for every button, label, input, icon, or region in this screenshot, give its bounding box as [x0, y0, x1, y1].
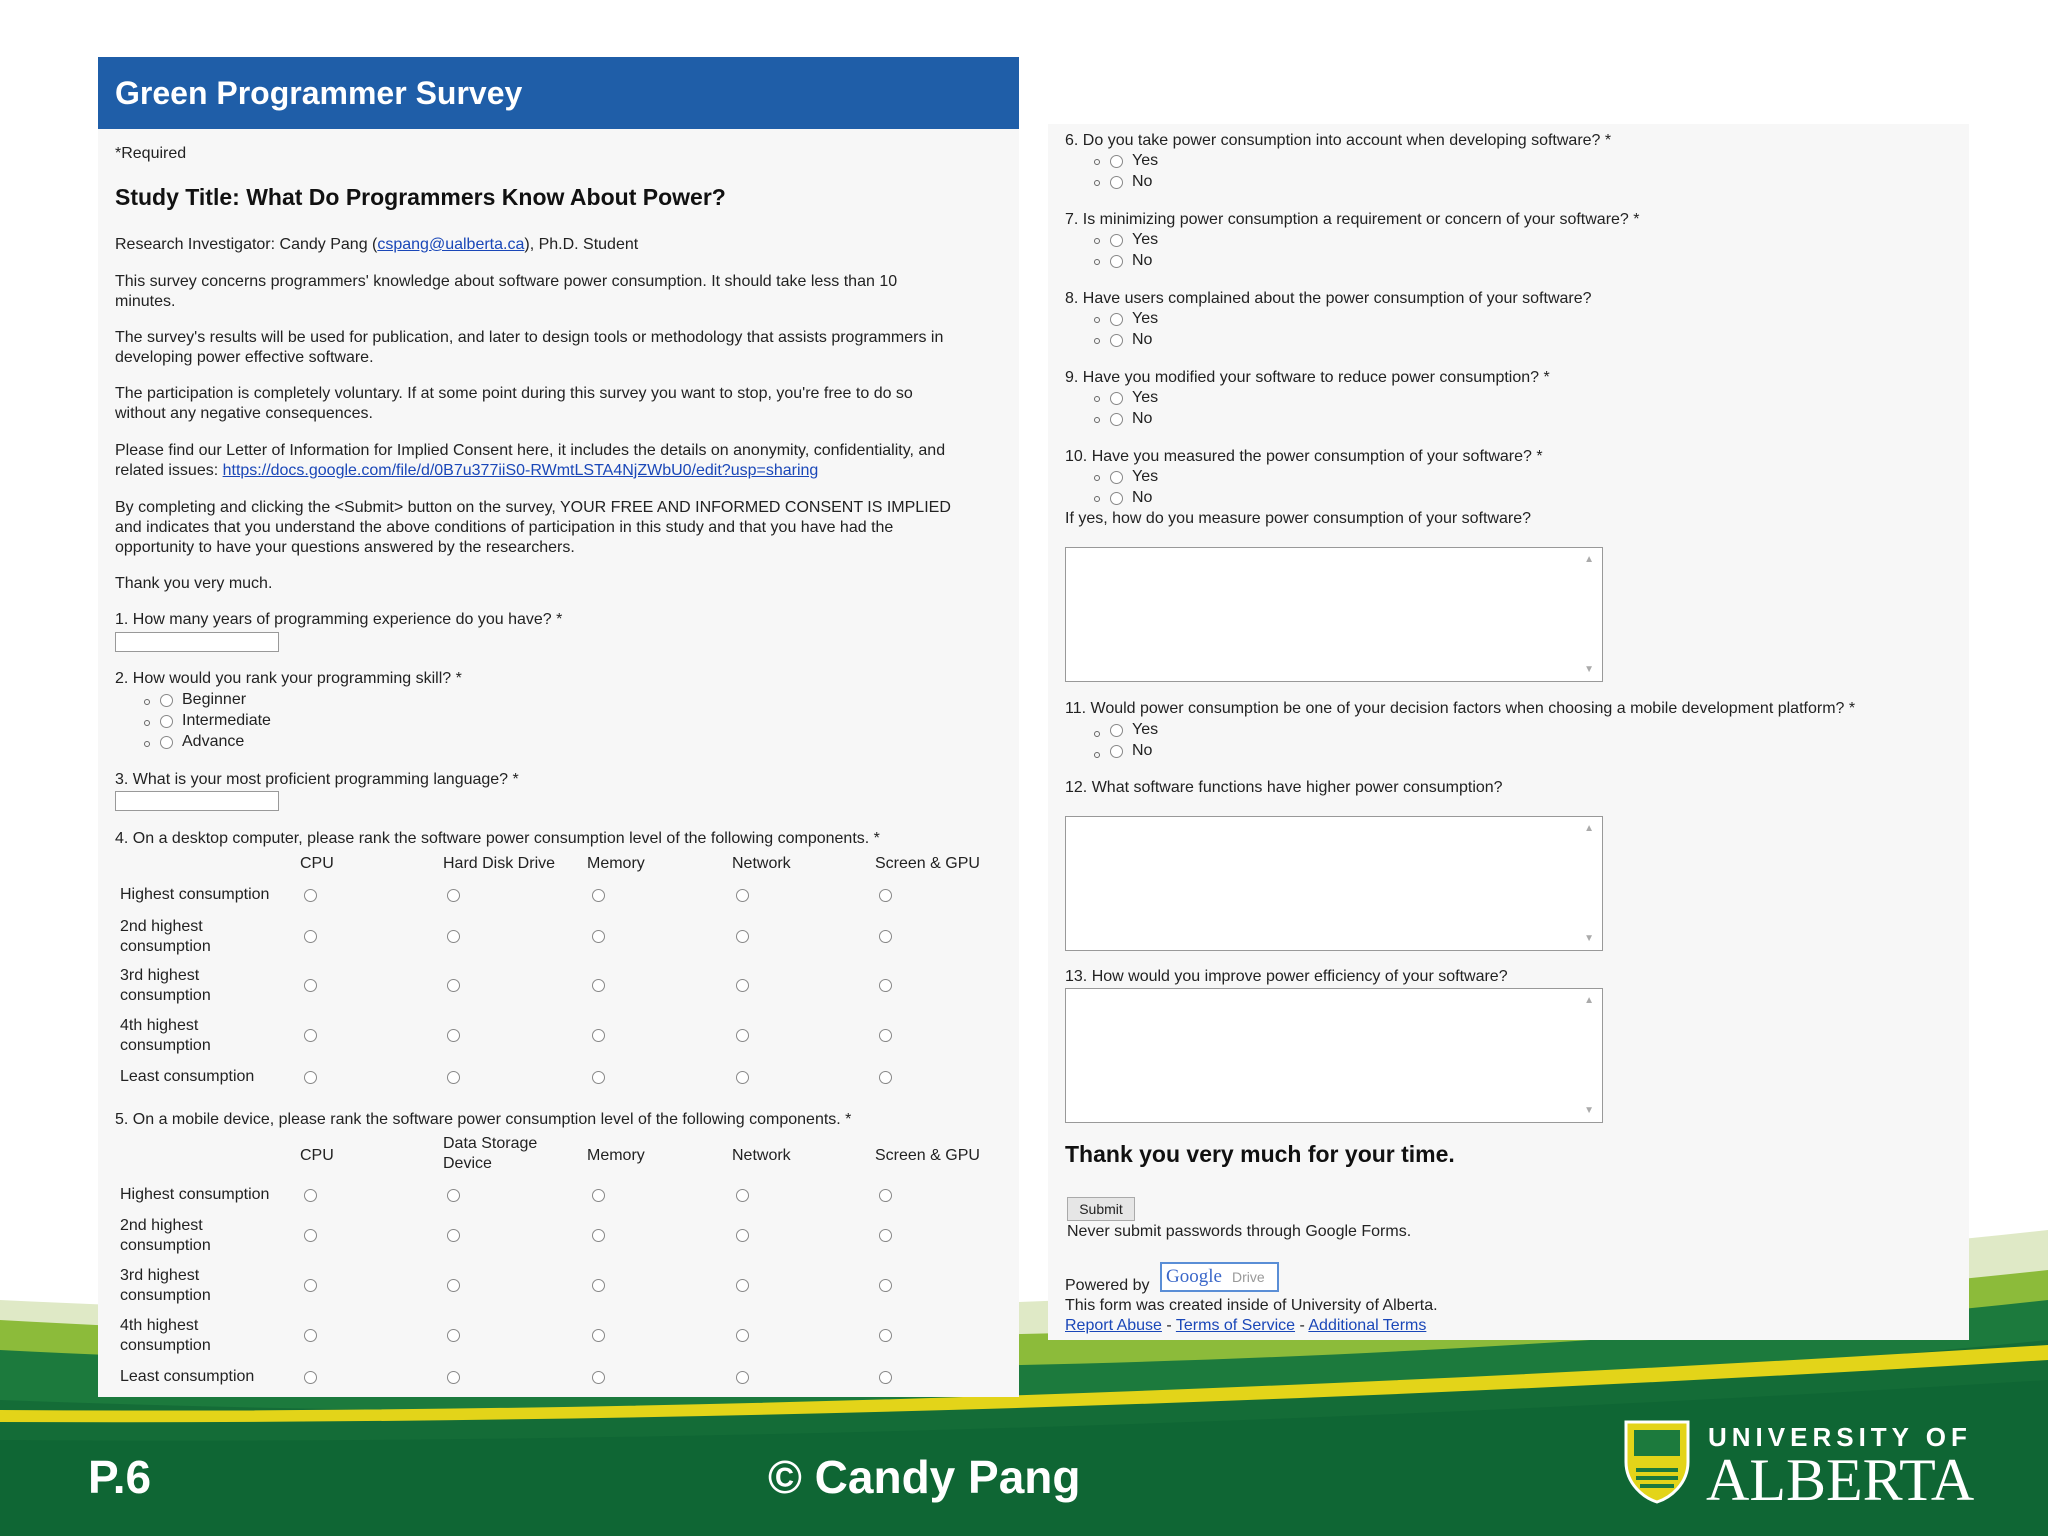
q10-no-label: No: [1132, 489, 1153, 506]
bullet: [1094, 731, 1100, 737]
q10-followup-label: If yes, how do you measure power consumption of your software?: [1065, 510, 1532, 527]
q4-rank-radio[interactable]: [736, 979, 749, 992]
q13-label: 13. How would you improve power efficiency of your software?: [1065, 968, 1508, 985]
q5-rank-radio[interactable]: [304, 1279, 317, 1292]
q5-rank-radio[interactable]: [304, 1329, 317, 1342]
q4-rank-radio[interactable]: [879, 1029, 892, 1042]
investigator-email-link[interactable]: cspang@ualberta.ca: [377, 236, 525, 253]
q5-rank-radio[interactable]: [304, 1229, 317, 1242]
para3-line1: The participation is completely voluntary. If at some point during this survey you want to stop, you're free to do so: [115, 385, 913, 402]
para1-line1: This survey concerns programmers' knowledge about software power consumption. It should take less than 10: [115, 273, 898, 290]
q6-label: 6. Do you take power consumption into account when developing software? *: [1065, 132, 1612, 149]
q2-intermediate-radio[interactable]: [160, 715, 173, 728]
q4-rank-radio[interactable]: [736, 1029, 749, 1042]
q4-col-hdd: Hard Disk Drive: [443, 855, 556, 872]
q2-option-beginner: Beginner: [182, 691, 247, 708]
q1-label: 1. How many years of programming experience do you have? *: [115, 611, 563, 628]
q5-rank-radio[interactable]: [736, 1371, 749, 1384]
q5-col-network: Network: [732, 1147, 791, 1164]
q5-row-label: consumption: [120, 1287, 211, 1304]
q9-label: 9. Have you modified your software to reduce power consumption? *: [1065, 369, 1550, 386]
q5-rank-radio[interactable]: [304, 1189, 317, 1202]
q5-rank-radio[interactable]: [447, 1329, 460, 1342]
q5-rank-radio[interactable]: [879, 1279, 892, 1292]
q8-no-label: No: [1132, 331, 1153, 348]
q10-yes-label: Yes: [1132, 468, 1159, 485]
q4-col-network: Network: [732, 855, 791, 872]
q6-yes-label: Yes: [1132, 152, 1159, 169]
q5-col-memory: Memory: [587, 1147, 645, 1164]
link-separator: -: [1161, 1317, 1176, 1334]
bullet: [1094, 317, 1100, 323]
q11-yes-radio[interactable]: [1110, 724, 1123, 737]
q4-rank-radio[interactable]: [447, 1071, 460, 1084]
bullet: [1094, 180, 1100, 186]
closing-thanks: Thank you very much for your time.: [1065, 1141, 1455, 1167]
bullet: [1094, 496, 1100, 502]
q7-no-label: No: [1132, 252, 1153, 269]
bullet: [1094, 475, 1100, 481]
q5-row-label: consumption: [120, 1237, 211, 1254]
q5-row-label: 2nd highest: [120, 1217, 203, 1234]
q11-yes-label: Yes: [1132, 721, 1159, 738]
q5-row-label: Highest consumption: [120, 1186, 270, 1203]
para5-line2: and indicates that you understand the above conditions of participation in this study and that you have had the: [115, 519, 894, 536]
q5-rank-radio[interactable]: [447, 1371, 460, 1384]
q4-rank-radio[interactable]: [304, 1029, 317, 1042]
q3-label: 3. What is your most proficient programming language? *: [115, 771, 519, 788]
q5-rank-radio[interactable]: [879, 1371, 892, 1384]
copyright: © Candy Pang: [768, 1451, 1081, 1503]
q4-rank-radio[interactable]: [592, 1071, 605, 1084]
scroll-down-icon[interactable]: ▼: [1584, 1105, 1594, 1116]
q4-rank-radio[interactable]: [592, 979, 605, 992]
q8-yes-label: Yes: [1132, 310, 1159, 327]
q4-row-label: 2nd highest: [120, 918, 203, 935]
q5-rank-radio[interactable]: [736, 1329, 749, 1342]
q9-no-label: No: [1132, 410, 1153, 427]
additional-terms-link[interactable]: Additional Terms: [1308, 1317, 1427, 1334]
q5-col-data-storage: Data Storage: [443, 1135, 538, 1152]
google-drive-logo[interactable]: [1160, 1262, 1279, 1292]
q5-rank-radio[interactable]: [592, 1329, 605, 1342]
q4-rank-radio[interactable]: [447, 930, 460, 943]
q4-rank-radio[interactable]: [304, 979, 317, 992]
q4-rank-radio[interactable]: [304, 889, 317, 902]
q9-no-radio[interactable]: [1110, 413, 1123, 426]
bullet: [1094, 159, 1100, 165]
q10-label: 10. Have you measured the power consumption of your software? *: [1065, 448, 1543, 465]
q5-rank-radio[interactable]: [879, 1189, 892, 1202]
q12-functions-textarea[interactable]: [1065, 816, 1603, 951]
q5-rank-radio[interactable]: [447, 1229, 460, 1242]
survey-form-right: [1048, 124, 1969, 1340]
q5-rank-radio[interactable]: [592, 1371, 605, 1384]
q4-rank-radio[interactable]: [879, 1071, 892, 1084]
powered-by-label: Powered by: [1065, 1277, 1150, 1294]
scroll-down-icon[interactable]: ▼: [1584, 933, 1594, 944]
q5-label: 5. On a mobile device, please rank the software power consumption level of the following components. *: [115, 1111, 852, 1128]
q4-col-cpu: CPU: [300, 855, 334, 872]
q4-rank-radio[interactable]: [304, 1071, 317, 1084]
q6-no-radio[interactable]: [1110, 176, 1123, 189]
q7-label: 7. Is minimizing power consumption a requirement or concern of your software? *: [1065, 211, 1640, 228]
link-separator: -: [1295, 1317, 1309, 1334]
para3-line2: without any negative consequences.: [115, 405, 373, 422]
para2-line2: developing power effective software.: [115, 349, 374, 366]
para1-line2: minutes.: [115, 293, 176, 310]
bullet: [144, 699, 150, 705]
q4-col-memory: Memory: [587, 855, 645, 872]
q13-improve-textarea[interactable]: [1065, 988, 1603, 1123]
created-inside-note: This form was created inside of University of Alberta.: [1065, 1297, 1438, 1314]
q4-row-label: consumption: [120, 1037, 211, 1054]
para5-line3: opportunity to have your questions answered by the researchers.: [115, 539, 575, 556]
q5-rank-radio[interactable]: [592, 1279, 605, 1292]
para4-line1: Please find our Letter of Information for Implied Consent here, it includes the details on anonymity, confidentiality, and: [115, 442, 946, 459]
investigator-line: [115, 235, 638, 255]
q4-rank-radio[interactable]: [736, 1071, 749, 1084]
q11-no-label: No: [1132, 742, 1153, 759]
required-note: *Required: [115, 145, 187, 162]
q8-yes-radio[interactable]: [1110, 313, 1123, 326]
q7-yes-radio[interactable]: [1110, 234, 1123, 247]
q11-label: 11. Would power consumption be one of your decision factors when choosing a mobile development platform? *: [1065, 700, 1856, 717]
investigator-suffix: ), Ph.D. Student: [524, 236, 639, 253]
report-abuse-link[interactable]: Report Abuse: [1065, 1317, 1162, 1334]
q5-col-device: Device: [443, 1155, 492, 1172]
q11-no-radio[interactable]: [1110, 745, 1123, 758]
q4-row-label: 3rd highest: [120, 967, 200, 984]
q10-no-radio[interactable]: [1110, 492, 1123, 505]
q5-row-label: Least consumption: [120, 1368, 255, 1385]
q4-col-screen-gpu: Screen & GPU: [875, 855, 980, 872]
q4-row-label: Least consumption: [120, 1068, 255, 1085]
q9-yes-label: Yes: [1132, 389, 1159, 406]
q7-no-radio[interactable]: [1110, 255, 1123, 268]
bullet: [144, 720, 150, 726]
q2-option-intermediate: Intermediate: [182, 712, 271, 729]
q6-yes-radio[interactable]: [1110, 155, 1123, 168]
bullet: [1094, 396, 1100, 402]
q5-col-screen-gpu: Screen & GPU: [875, 1147, 980, 1164]
bullet: [1094, 238, 1100, 244]
scroll-down-icon[interactable]: ▼: [1584, 664, 1594, 675]
scroll-up-icon[interactable]: ▲: [1584, 995, 1594, 1006]
q4-rank-radio[interactable]: [592, 930, 605, 943]
bullet: [144, 741, 150, 747]
para4-prefix: related issues:: [115, 462, 223, 479]
q7-yes-label: Yes: [1132, 231, 1159, 248]
q4-row-label: consumption: [120, 938, 211, 955]
q5-rank-radio[interactable]: [736, 1189, 749, 1202]
q4-rank-radio[interactable]: [879, 930, 892, 943]
q4-rank-radio[interactable]: [447, 889, 460, 902]
drive-logo-text: Drive: [1232, 1269, 1265, 1285]
q5-row-label: 4th highest: [120, 1317, 199, 1334]
q2-label: 2. How would you rank your programming skill? *: [115, 670, 462, 687]
crest-icon: [1622, 1418, 1692, 1504]
q4-label: 4. On a desktop computer, please rank the software power consumption level of the following components. *: [115, 830, 880, 847]
q5-rank-radio[interactable]: [592, 1189, 605, 1202]
scroll-up-icon[interactable]: ▲: [1584, 823, 1594, 834]
q4-row-label: Highest consumption: [120, 886, 270, 903]
q5-rank-radio[interactable]: [879, 1329, 892, 1342]
q4-rank-radio[interactable]: [592, 889, 605, 902]
google-logo-text: Google: [1166, 1266, 1222, 1287]
q2-advance-radio[interactable]: [160, 736, 173, 749]
para2-line1: The survey's results will be used for publication, and later to design tools or methodology that assists programmers in: [115, 329, 944, 346]
q4-rank-radio[interactable]: [879, 889, 892, 902]
password-note: Never submit passwords through Google Forms.: [1067, 1223, 1412, 1240]
form-header: [98, 57, 1019, 129]
bullet: [1094, 752, 1100, 758]
study-title: Study Title: What Do Programmers Know About Power?: [115, 184, 726, 210]
bullet: [1094, 417, 1100, 423]
q1-years-input[interactable]: [115, 632, 279, 652]
q5-col-cpu: CPU: [300, 1147, 334, 1164]
q8-label: 8. Have users complained about the power consumption of your software?: [1065, 290, 1592, 307]
bullet: [1094, 259, 1100, 265]
q5-rank-radio[interactable]: [447, 1189, 460, 1202]
q12-label: 12. What software functions have higher power consumption?: [1065, 779, 1503, 796]
q4-rank-radio[interactable]: [736, 889, 749, 902]
q2-option-advance: Advance: [182, 733, 245, 750]
q5-rank-radio[interactable]: [304, 1371, 317, 1384]
terms-of-service-link[interactable]: Terms of Service: [1175, 1317, 1296, 1334]
q4-rank-radio[interactable]: [879, 979, 892, 992]
q5-rank-radio[interactable]: [592, 1229, 605, 1242]
university-logo: [1622, 1418, 1982, 1513]
submit-button[interactable]: Submit: [1067, 1197, 1135, 1221]
q5-row-label: consumption: [120, 1337, 211, 1354]
form-title: Green Programmer Survey: [115, 75, 523, 111]
q8-no-radio[interactable]: [1110, 334, 1123, 347]
investigator-prefix: Research Investigator: Candy Pang (: [115, 236, 378, 253]
footer-links: [1065, 1316, 1426, 1336]
alberta-text: ALBERTA: [1706, 1447, 1975, 1513]
q9-yes-radio[interactable]: [1110, 392, 1123, 405]
q5-row-label: 3rd highest: [120, 1267, 200, 1284]
q4-row-label: consumption: [120, 987, 211, 1004]
q5-rank-radio[interactable]: [879, 1229, 892, 1242]
bullet: [1094, 338, 1100, 344]
thanks-text: Thank you very much.: [115, 575, 273, 592]
scroll-up-icon[interactable]: ▲: [1584, 554, 1594, 565]
para5-line1: By completing and clicking the <Submit> button on the survey, YOUR FREE AND INFORMED CONSENT IS IMPLIED: [115, 499, 951, 516]
q3-language-input[interactable]: [115, 791, 279, 811]
q10-method-textarea[interactable]: [1065, 547, 1603, 682]
para4-line2: [115, 461, 818, 481]
q5-rank-radio[interactable]: [736, 1229, 749, 1242]
q4-rank-radio[interactable]: [447, 1029, 460, 1042]
survey-form-left: [98, 57, 1019, 1397]
q10-yes-radio[interactable]: [1110, 471, 1123, 484]
q6-no-label: No: [1132, 173, 1153, 190]
q4-rank-radio[interactable]: [736, 930, 749, 943]
q4-rank-radio[interactable]: [592, 1029, 605, 1042]
q4-row-label: 4th highest: [120, 1017, 199, 1034]
q5-rank-radio[interactable]: [736, 1279, 749, 1292]
q2-beginner-radio[interactable]: [160, 694, 173, 707]
consent-letter-link[interactable]: https://docs.google.com/file/d/0B7u377iiS0-RWmtLSTA4NjZWbU0/edit?usp=sharing: [222, 462, 819, 479]
q5-rank-radio[interactable]: [447, 1279, 460, 1292]
university-of-text: UNIVERSITY OF: [1708, 1422, 1972, 1452]
q4-rank-radio[interactable]: [447, 979, 460, 992]
q4-rank-radio[interactable]: [304, 930, 317, 943]
page-number: P.6: [88, 1451, 152, 1503]
